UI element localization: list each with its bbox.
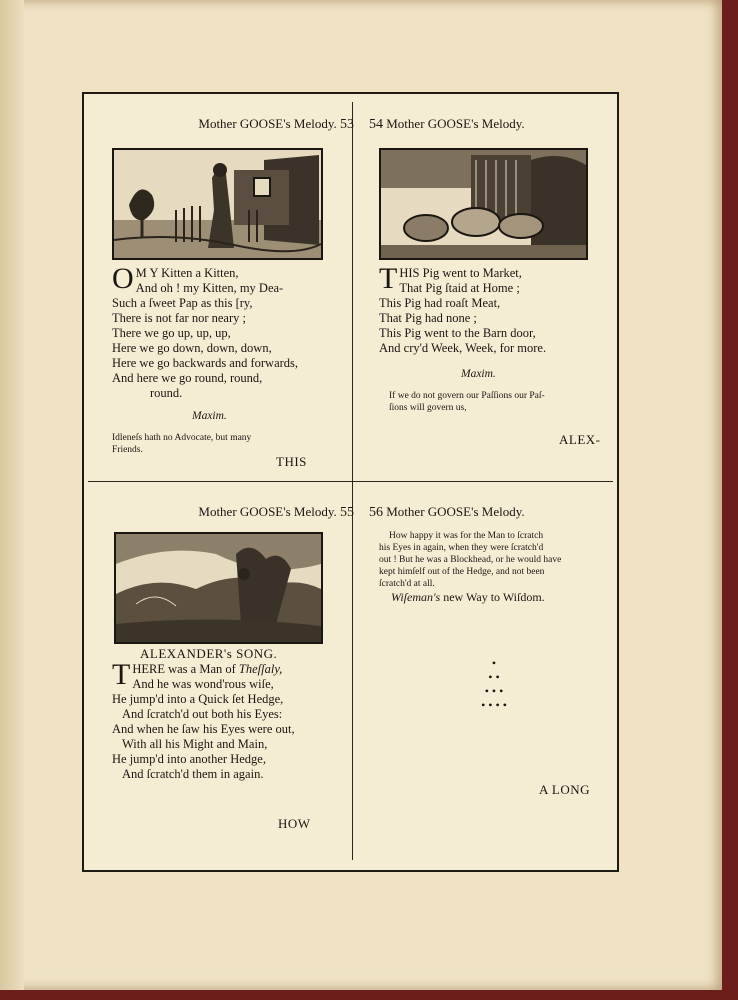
ornament-row: • • • • (481, 698, 507, 712)
page-55-panel (104, 486, 354, 866)
wiseman-title: new Way to Wiſdom. (440, 590, 545, 604)
song-title: ALEXANDER's SONG. (140, 646, 278, 661)
running-head (369, 504, 619, 521)
header-title: Mother GOOSE's Melody. (198, 504, 337, 519)
moral-line: kept himſelf out of the Hedge, and not been (379, 567, 545, 577)
moral-line: his Eyes in again, when they were ſcratch'd (379, 543, 544, 553)
page-56-panel (369, 486, 619, 866)
running-head (369, 116, 619, 133)
running-head (104, 504, 354, 521)
verse-text: HERE was a Man of (132, 662, 239, 676)
header-title: Mother GOOSE's Melody. (386, 116, 525, 131)
catchword: ALEX- (559, 432, 601, 447)
page-53-panel (104, 98, 354, 478)
facsimile-plate (82, 92, 619, 872)
verse-line (112, 662, 352, 677)
wiseman-attribution (391, 590, 545, 605)
verse-line: This Pig went to the Barn door, (379, 326, 536, 340)
woodcut-hedge-illustration (114, 532, 323, 644)
verse-line: Here we go down, down, down, (112, 341, 272, 355)
wiseman-name: Wiſeman's (391, 590, 441, 604)
verse-line: M Y Kitten a Kitten, (135, 266, 239, 280)
page-number: 53 (340, 117, 354, 132)
verse-line: With all his Might and Main, (122, 737, 268, 751)
verse-line: There we go up, up, up, (112, 326, 231, 340)
header-title: Mother GOOSE's Melody. (386, 504, 525, 519)
page-number: 55 (340, 505, 354, 520)
page-number: 56 (369, 505, 383, 520)
maxim-line: Friends. (112, 445, 143, 455)
verse-line: He jump'd into a Quick ſet Hedge, (112, 692, 284, 706)
verse (112, 262, 347, 401)
maxim-line: ſions will govern us, (389, 403, 467, 413)
moral-line: How happy it was for the Man to ſcratch (389, 531, 544, 541)
ornament-row: • (491, 656, 497, 670)
maxim-text (389, 390, 617, 414)
ornament-row: • • • (484, 684, 504, 698)
maxim-label: Maxim. (461, 368, 496, 380)
verse-line: And cry'd Week, Week, for more. (379, 341, 547, 355)
drop-cap: T (112, 658, 131, 691)
verse-line: And ſcratch'd out both his Eyes: (122, 707, 283, 721)
verse-line: And he was wond'rous wiſe, (132, 677, 274, 691)
verse-line: That Pig ſtaid at Home ; (399, 281, 520, 295)
verse-line: And oh ! my Kitten, my Dea- (135, 281, 284, 295)
drop-cap: T (379, 262, 398, 295)
verse-line: And here we go round, round, (112, 371, 263, 385)
verse-line: Here we go backwards and forwards, (112, 356, 299, 370)
verse (379, 262, 614, 356)
drop-cap: O (112, 262, 134, 295)
verse-line: Such a ſweet Pap as this [ry, (112, 296, 253, 310)
ornament-row: • • (488, 670, 500, 684)
catchword: A LONG (539, 782, 591, 797)
verse-line: He jump'd into another Hedge, (112, 752, 266, 766)
catchword: THIS (276, 454, 307, 469)
verse-line: There is not far nor neary ; (112, 311, 246, 325)
maxim-line: If we do not govern our Paſſions our Paſ- (389, 391, 545, 401)
page-gutter (0, 0, 24, 990)
place-name: Theſſaly, (238, 662, 283, 676)
woodcut-pigs-illustration (379, 148, 588, 260)
ornament-dots (454, 656, 534, 712)
maxim-text (112, 432, 352, 456)
woodcut-kitten-illustration (112, 148, 323, 260)
maxim-label: Maxim. (192, 410, 227, 422)
verse-line: This Pig had roaſt Meat, (379, 296, 501, 310)
verse-line: round. (150, 386, 183, 400)
header-title: Mother GOOSE's Melody. (198, 116, 337, 131)
verse-line: HIS Pig went to Market, (399, 266, 522, 280)
page-number: 54 (369, 117, 383, 132)
verse-line: And ſcratch'd them in again. (122, 767, 264, 781)
catchword: HOW (278, 816, 311, 831)
maxim-line: Idleneſs hath no Advocate, but many (112, 433, 252, 443)
page-54-panel (369, 98, 619, 478)
moral-line: out ! But he was a Blockhead, or he would have (379, 555, 562, 565)
moral-line: ſcratch'd at all. (379, 579, 435, 589)
running-head (104, 116, 354, 133)
verse-line: That Pig had none ; (379, 311, 477, 325)
verse-line: And when he ſaw his Eyes were out, (112, 722, 295, 736)
moral-text (379, 530, 619, 590)
horizontal-rule (88, 481, 613, 482)
verse (112, 658, 352, 782)
